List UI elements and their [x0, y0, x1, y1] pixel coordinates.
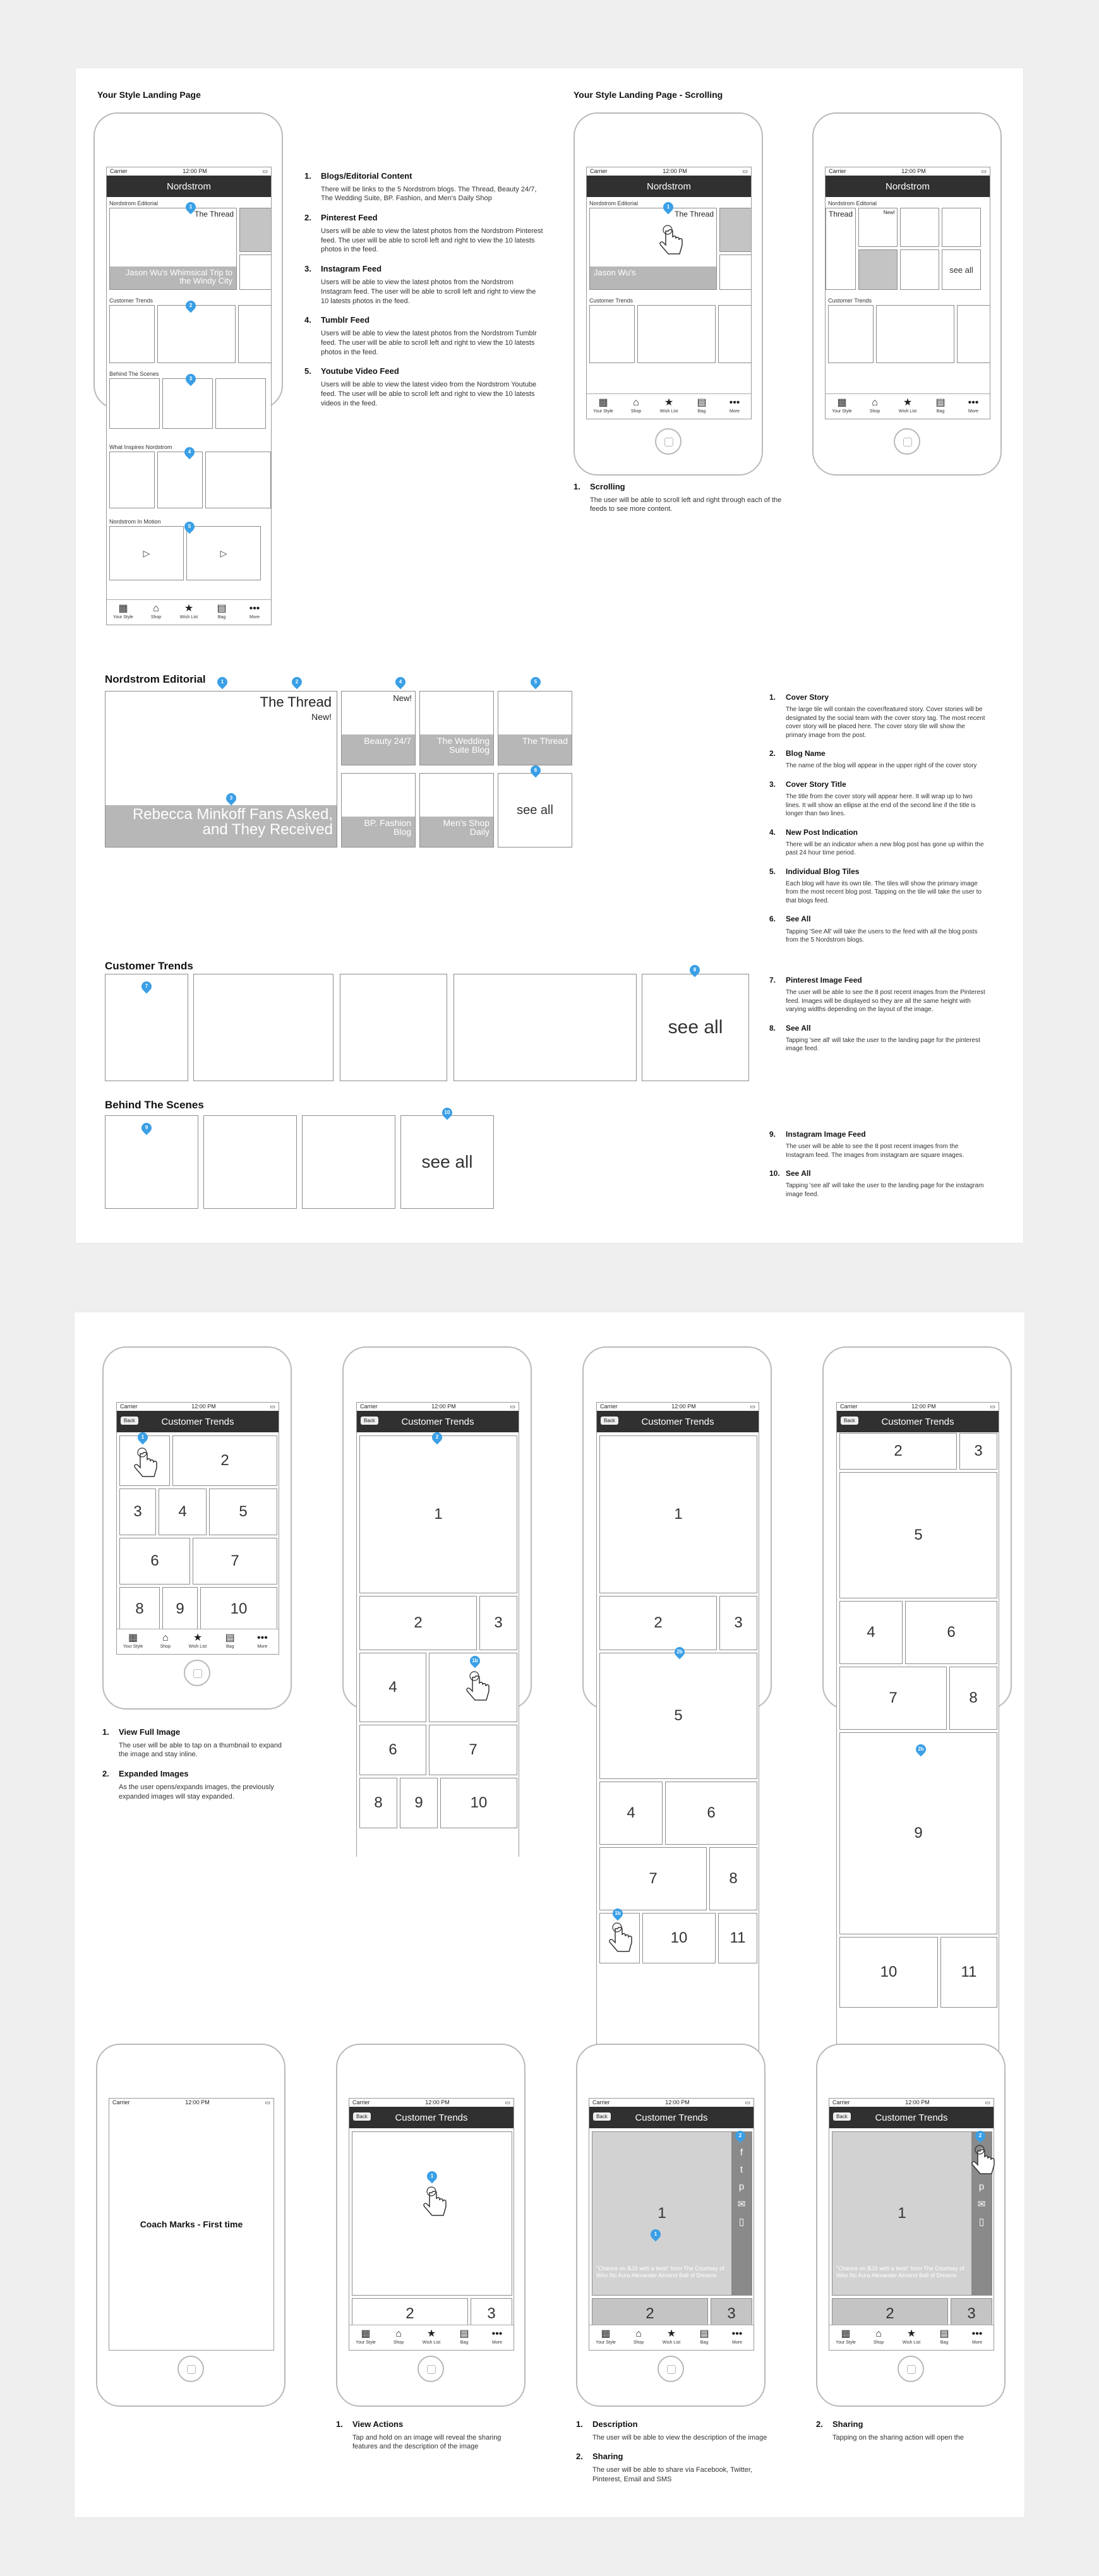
- grid-tile-10[interactable]: 10: [642, 1913, 716, 1963]
- navbar: Back Customer Trends: [357, 1411, 519, 1432]
- tumblr-tile[interactable]: [205, 452, 271, 508]
- grid-tile-5[interactable]: 5: [209, 1489, 277, 1535]
- bts-tile[interactable]: [215, 378, 266, 429]
- trends-title: Customer Trends: [105, 960, 193, 972]
- bts-tile[interactable]: [302, 1115, 395, 1209]
- more-icon: •••: [257, 1632, 268, 1643]
- trend-tile[interactable]: [193, 974, 333, 1081]
- notes-bts: 9. Instagram Image Feed The user will be able to see the 8 post recent images from the Instagram feed. The images from instagram are square images. 10. See All Tapping 'see all' will take the user to the landing page for the instagram image feed.: [769, 1130, 984, 1198]
- navbar: Back Customer Trends: [589, 2107, 754, 2128]
- trend-tile[interactable]: [876, 305, 954, 363]
- grid-tile-2[interactable]: 2: [832, 2298, 948, 2330]
- editorial-title: Nordstrom Editorial: [105, 673, 206, 685]
- annotation-pin: 2: [184, 299, 198, 313]
- more-icon: •••: [731, 2328, 743, 2339]
- grid-tile-2[interactable]: 2: [839, 1433, 957, 1470]
- board-customer-trends: [75, 1312, 1024, 2517]
- pinterest-icon[interactable]: p: [978, 2181, 985, 2192]
- hanger-icon: ⌂: [162, 1632, 169, 1643]
- navbar: Back Customer Trends: [117, 1411, 279, 1432]
- grid-tile-3[interactable]: 3: [711, 2298, 752, 2330]
- grid-tile-9[interactable]: 9: [839, 1732, 997, 1934]
- editorial-cover-tile[interactable]: Thread: [826, 208, 856, 290]
- annotation-pin: 2b: [914, 1742, 928, 1757]
- editorial-cover-tile[interactable]: The Thread Jason Wu's Whimsical Trip to the Windy City: [109, 208, 237, 290]
- grid-tile-9[interactable]: 9: [162, 1587, 198, 1631]
- annotation-pin: 3: [224, 791, 239, 806]
- bts-tile[interactable]: [109, 378, 160, 429]
- bag-icon: ▤: [697, 397, 707, 408]
- editorial-blog-tile[interactable]: [900, 249, 939, 290]
- grid-tile-10[interactable]: 10: [200, 1587, 277, 1631]
- home-button[interactable]: [898, 2356, 924, 2382]
- sms-icon[interactable]: ▯: [738, 2217, 745, 2227]
- time-label: 12:00 PM: [183, 168, 207, 174]
- grid-tile-6[interactable]: 6: [665, 1782, 757, 1845]
- note-sharing: 2. Sharing Tapping on the sharing action will open the: [816, 2419, 964, 2441]
- grid-tile-5[interactable]: 5: [839, 1472, 997, 1598]
- home-button[interactable]: [417, 2356, 444, 2382]
- screen-trends-1: Carrier 12:00 PM ▭ Back Customer Trends 2 3 4 5 6 7 8 9 10 ▦ Your Style ⌂ Shop ★ Wish List ▤ Bag ••• More: [116, 1402, 279, 1655]
- your-style-icon: ▦: [837, 397, 847, 408]
- grid-tile-7[interactable]: 7: [599, 1847, 707, 1910]
- grid-tile-10[interactable]: 10: [839, 1937, 938, 2008]
- annotation-pin: 5: [183, 520, 197, 534]
- screen-sharing: Carrier 12:00 PM ▭ Back Customer Trends 1 "Chance on BJS with a twist" from The Courtney of Who No Aura Alexander Almond Ball of Dreams p ✉ ▯ 2 3 ▦ Your Style ⌂ Shop ★ Wish List ▤ Bag ••• More: [829, 2098, 994, 2351]
- tab-bar: ▦ Your Style ⌂ Shop ★ Wish List ▤ Bag ••• More: [587, 393, 751, 419]
- more-icon: •••: [729, 397, 740, 408]
- more-icon: •••: [971, 2328, 983, 2339]
- grid-tile-7[interactable]: 7: [839, 1667, 947, 1730]
- swipe-hand-icon: [657, 225, 685, 260]
- tap-hand-icon: [969, 2145, 997, 2180]
- screen-coach: Carrier 12:00 PM ▭ Coach Marks - First time: [109, 2098, 274, 2351]
- star-icon: ★: [193, 1632, 203, 1643]
- annotation-pin: 4: [183, 445, 197, 460]
- annotation-pin: 8: [688, 963, 702, 978]
- navbar: Nordstrom: [826, 176, 990, 197]
- share-bar: [731, 2132, 752, 2295]
- blog-tile-beauty[interactable]: New! Beauty 24/7: [341, 691, 416, 765]
- star-icon: ★: [664, 397, 674, 408]
- annotation-pin: 1b: [611, 1907, 625, 1921]
- tap-hand-icon: [606, 1922, 634, 1958]
- annotation-pin: 2: [973, 2129, 988, 2143]
- blog-tile-wedding[interactable]: The Wedding Suite Blog: [419, 691, 494, 765]
- expanded-image[interactable]: 1 "Chance on BJS with a twist" from The Courtney of Who No Aura Alexander Almond Ball of Dreams p ✉ ▯: [832, 2131, 992, 2296]
- annotation-pin: 2b: [673, 1645, 687, 1660]
- tab-bar: [107, 599, 271, 625]
- hanger-icon: ⌂: [875, 2328, 882, 2339]
- email-icon[interactable]: ✉: [977, 2199, 986, 2210]
- trends-see-all[interactable]: see all: [642, 974, 749, 1081]
- annotation-pin: 1: [215, 675, 230, 690]
- your-style-icon: ▦: [128, 1632, 138, 1643]
- grid-tile-11[interactable]: 11: [718, 1913, 757, 1963]
- trend-tile[interactable]: [718, 305, 752, 363]
- grid-tile-5[interactable]: 5: [599, 1653, 757, 1779]
- navbar: Back Customer Trends: [597, 1411, 759, 1432]
- coach-marks-label: Coach Marks - First time: [140, 2219, 243, 2229]
- bag-icon: ▤: [225, 1632, 235, 1643]
- tab-bag[interactable]: ▤ Bag: [205, 600, 238, 625]
- editorial-blog-tile[interactable]: [719, 208, 752, 252]
- trend-tile[interactable]: [957, 305, 990, 363]
- video-tile[interactable]: ▷: [109, 526, 184, 580]
- section-motion-label: Nordstrom In Motion: [109, 518, 161, 525]
- editorial-blog-tile[interactable]: [719, 255, 752, 290]
- tab-your-style[interactable]: ▦ Your Style: [107, 600, 140, 625]
- navbar: Back Customer Trends: [837, 1411, 999, 1432]
- grid-tile-8[interactable]: 8: [359, 1778, 397, 1828]
- note-view-actions: 1. View Actions Tap and hold on an image will reveal the sharing features and the description of the image: [336, 2419, 501, 2451]
- editorial-blog-tile[interactable]: [900, 208, 939, 247]
- section-inspires-label: What Inspires Nordstrom: [109, 444, 172, 450]
- annotation-pin: 2: [733, 2129, 748, 2143]
- hanger-icon: ⌂: [633, 397, 639, 408]
- editorial-cover-tile[interactable]: The Thread Jason Wu's: [589, 208, 717, 290]
- trend-tile[interactable]: [109, 305, 155, 363]
- bag-icon: ▤: [699, 2328, 709, 2339]
- bts-tile[interactable]: [162, 378, 213, 429]
- grid-tile-1[interactable]: 1: [359, 1435, 517, 1593]
- carrier-label: Carrier: [110, 168, 128, 174]
- home-button[interactable]: [655, 428, 682, 455]
- notes-trends: 7. Pinterest Image Feed The user will be able to see the 8 post recent images from the Pinterest feed. Images will be displayed so they are all the same height with varying widths depending on the layout of the image. 8. See All Tapping 'see all' will take the user to the landing page for the pinterest image feed.: [769, 976, 985, 1053]
- section-bts-label: Behind The Scenes: [109, 371, 159, 377]
- grid-tile-11[interactable]: 11: [940, 1937, 997, 2008]
- blog-tile-thread[interactable]: The Thread: [498, 691, 572, 765]
- board-landing: [76, 68, 1023, 1243]
- star-icon: ★: [903, 397, 913, 408]
- title-scrolling: Your Style Landing Page - Scrolling: [574, 90, 723, 100]
- hanger-icon: ⌂: [395, 2328, 402, 2339]
- screen-view-actions: Carrier 12:00 PM ▭ Back Customer Trends 2 3 ▦ Your Style ⌂ Shop ★ Wish List ▤ Bag ••• More: [349, 2098, 514, 2351]
- screen-trends-2: Carrier 12:00 PM ▭ Back Customer Trends 1 2 3 4 6 7 8 9 10: [356, 1402, 519, 1857]
- tab-wish-list[interactable]: ★ Wish List: [172, 600, 205, 625]
- see-all-tile[interactable]: see all: [942, 249, 981, 290]
- grid-tile-3[interactable]: 3: [719, 1596, 757, 1650]
- editorial-blog-tile[interactable]: [858, 249, 898, 290]
- annotation-pin: 1: [649, 2227, 663, 2242]
- grid-tile-6[interactable]: 6: [905, 1601, 997, 1664]
- annotation-pin: 10: [440, 1106, 455, 1120]
- home-button[interactable]: [184, 1660, 210, 1686]
- image-description: "Chance on BJS with a twist" from The Courtney of Who No Aura Alexander Almond Ball of Dreams: [596, 2265, 724, 2279]
- tab-shop[interactable]: ⌂ Shop: [140, 600, 172, 625]
- trend-tile[interactable]: [589, 305, 635, 363]
- grid-tile-4[interactable]: 4: [359, 1653, 426, 1722]
- tab-bar: ▦ Your Style ⌂ Shop ★ Wish List ▤ Bag ••• More: [829, 2325, 994, 2350]
- notes-description: 1. Description The user will be able to view the description of the image 2. Sharing The user will be able to share via Facebook, Twitter, Pinterest, Email and SMS: [576, 2419, 767, 2483]
- tumblr-tile[interactable]: [157, 452, 203, 508]
- grid-tile-6[interactable]: 6: [119, 1538, 190, 1585]
- grid-tile-3[interactable]: 3: [479, 1596, 517, 1650]
- note-scrolling: 1. Scrolling The user will be able to scroll left and right through each of the feeds to see more content.: [574, 482, 782, 513]
- notes-expand: 1. View Full Image The user will be able to tap on a thumbnail to expand the image and stay inline. 2. Expanded Images As the user opens/expands images, the previously expanded images will stay expanded.: [102, 1727, 282, 1800]
- bag-icon: ▤: [459, 2328, 469, 2339]
- grid-tile-2[interactable]: 2: [352, 2298, 468, 2330]
- home-button[interactable]: [177, 2356, 204, 2382]
- section-trends-label: Customer Trends: [109, 297, 153, 304]
- editorial-blog-tile[interactable]: [942, 208, 981, 247]
- notes-editorial: 1. Cover Story The large tile will contain the cover/featured story. Cover stories will be designated by the social team with the cover story tag. The most recent cover story will be placed here. The cover story tile will show the primary image from the post. 2. Blog Name The name of the blog will appear in the upper right of the cover story 3. Cover Story Title The title from the cover story will appear here. It will wrap up to two lines. It will show an ellipse at the end of the second line if the title is longer than two lines. 4. New Post Indication There will be an indicator when a new blog post has gone up within the past 24 hour time period. 5. Individual Blog Tiles Each blog will have its own tile. The tiles will show the primary image from the most recent blog post. Tapping on the tile will take the user to that blogs feed. 6. See All Tapping 'See All' will take the users to the feed with all the blog posts from the 5 Nordstrom blogs.: [769, 693, 985, 944]
- annotation-pin: 6: [529, 764, 543, 778]
- your-style-icon: ▦: [361, 2328, 371, 2339]
- star-icon: ★: [184, 603, 194, 614]
- annotation-pin: 7: [140, 979, 154, 994]
- grid-tile-1[interactable]: 1: [599, 1435, 757, 1593]
- grid-tile-7[interactable]: 7: [429, 1725, 517, 1775]
- annotation-pin: 1b: [468, 1654, 483, 1668]
- trend-tile[interactable]: [340, 974, 447, 1081]
- grid-tile-8[interactable]: 8: [709, 1847, 757, 1910]
- bts-tile[interactable]: [203, 1115, 297, 1209]
- trend-tile[interactable]: [453, 974, 637, 1081]
- annotation-pin: 4: [393, 675, 408, 690]
- annotation-pin: 2: [290, 675, 304, 690]
- navbar: [107, 176, 271, 197]
- bag-icon: ▤: [939, 2328, 949, 2339]
- annotation-pin: 2: [430, 1430, 445, 1445]
- annotation-pin: 1: [184, 200, 198, 215]
- screen-description: Carrier 12:00 PM ▭ Back Customer Trends 1 "Chance on BJS with a twist" from The Courtney of Who No Aura Alexander Almond Ball of Dreams f t p ✉ ▯ 2 3 ▦ Your Style ⌂ Shop ★ Wish List ▤ Bag ••• More: [589, 2098, 754, 2351]
- tap-hold-hand-icon: [421, 2186, 448, 2222]
- your-style-icon: ▦: [841, 2328, 851, 2339]
- grid-tile-8[interactable]: 8: [949, 1667, 997, 1730]
- navbar: Back Customer Trends: [349, 2107, 513, 2128]
- editorial-blog-tile[interactable]: New!: [858, 208, 898, 247]
- your-style-icon: ▦: [118, 603, 128, 614]
- tab-more[interactable]: ••• More: [238, 600, 271, 625]
- brand-title: Nordstrom: [166, 181, 211, 192]
- bts-see-all[interactable]: see all: [400, 1115, 494, 1209]
- annotation-pin: 5: [529, 675, 543, 690]
- star-icon: ★: [906, 2328, 916, 2339]
- your-style-icon: ▦: [601, 2328, 611, 2339]
- blog-tile-bp[interactable]: BP. Fashion Blog: [341, 773, 416, 848]
- facebook-icon[interactable]: f: [740, 2147, 743, 2158]
- blog-tile-mens[interactable]: Men's Shop Daily: [419, 773, 494, 848]
- more-icon: •••: [491, 2328, 503, 2339]
- annotation-pin: 1: [425, 2169, 440, 2184]
- grid-tile-8[interactable]: 8: [119, 1587, 160, 1631]
- bag-icon: ▤: [217, 603, 227, 614]
- image-description: "Chance on BJS with a twist" from The Courtney of Who No Aura Alexander Almond Ball of Dreams: [836, 2265, 964, 2279]
- grid-tile-10[interactable]: 10: [440, 1778, 517, 1828]
- trend-tile[interactable]: [238, 305, 272, 363]
- trend-tile[interactable]: [637, 305, 716, 363]
- tap-hand-icon: [464, 1671, 491, 1706]
- expanded-image[interactable]: 1 "Chance on BJS with a twist" from The Courtney of Who No Aura Alexander Almond Ball of Dreams f t p ✉ ▯: [592, 2131, 752, 2296]
- tumblr-tile[interactable]: [109, 452, 155, 508]
- screen-scrolling-1: Carrier 12:00 PM ▭ Nordstrom Nordstrom Editorial The Thread Jason Wu's Customer Trends ▦ Your Style ⌂ Shop ★ Wish List ▤ Bag ••• More: [586, 167, 752, 419]
- tab-bar: ▦ Your Style ⌂ Shop ★ Wish List ▤ Bag ••• More: [349, 2325, 513, 2350]
- grid-tile-3[interactable]: 3: [951, 2298, 992, 2330]
- back-button[interactable]: Back: [121, 1417, 138, 1425]
- grid-tile-2[interactable]: 2: [359, 1596, 477, 1650]
- grid-tile-4[interactable]: 4: [599, 1782, 663, 1845]
- title-landing: Your Style Landing Page: [97, 90, 201, 100]
- bag-icon: ▤: [935, 397, 946, 408]
- video-tile[interactable]: ▷: [186, 526, 261, 580]
- screen-landing: Carrier 12:00 PM ▭ Nordstrom Nordstrom Editorial The Thread Jason Wu's Whimsical Trip to the Windy City Customer Trends Behind The Scenes What Inspires Nordstrom Nordstrom In Motion ▷ ▷ ▦ Your Style ⌂ Shop ★ Wish List ▤ Bag ••• More: [106, 167, 272, 625]
- grid-tile-4[interactable]: 4: [839, 1601, 903, 1664]
- tab-bar: ▦ Your Style ⌂ Shop ★ Wish List ▤ Bag ••• More: [117, 1629, 279, 1654]
- tab-bar: ▦ Your Style ⌂ Shop ★ Wish List ▤ Bag ••• More: [589, 2325, 754, 2350]
- grid-tile-4[interactable]: 4: [159, 1489, 207, 1535]
- grid-tile-3[interactable]: 3: [471, 2298, 512, 2330]
- trend-tile[interactable]: [157, 305, 236, 363]
- hanger-icon: ⌂: [872, 397, 878, 408]
- editorial-blog-tile[interactable]: [239, 208, 272, 252]
- screen-trends-4: Carrier 12:00 PM ▭ Back Customer Trends 2 3 5 4 6 7 8 9 10 11: [836, 1402, 999, 2059]
- grid-tile-3[interactable]: 3: [959, 1433, 997, 1470]
- section-editorial-label: Nordstrom Editorial: [109, 200, 159, 207]
- your-style-icon: ▦: [598, 397, 608, 408]
- home-button[interactable]: [894, 428, 920, 455]
- see-all-blogs[interactable]: see all: [498, 773, 572, 848]
- grid-tile-3[interactable]: 3: [119, 1489, 156, 1535]
- star-icon: ★: [426, 2328, 436, 2339]
- pinterest-icon[interactable]: p: [738, 2181, 745, 2192]
- cover-caption: Rebecca Minkoff Fans Asked, and They Received: [105, 805, 337, 847]
- hanger-icon: ⌂: [635, 2328, 642, 2339]
- screen-trends-3: Carrier 12:00 PM ▭ Back Customer Trends 1 2 3 5 4 6 7 8 10 11: [596, 1402, 759, 2059]
- editorial-cover-large[interactable]: [105, 691, 337, 848]
- grid-tile-9[interactable]: 9: [400, 1778, 438, 1828]
- home-button[interactable]: [658, 2356, 684, 2382]
- grid-tile-2[interactable]: 2: [599, 1596, 717, 1650]
- tap-hand-icon: [131, 1447, 159, 1483]
- annotation-pin: 1: [136, 1430, 150, 1445]
- editorial-blog-tile[interactable]: [239, 255, 272, 290]
- twitter-icon[interactable]: t: [740, 2164, 743, 2175]
- notes-landing: 1. Blogs/Editorial Content There will be links to the 5 Nordstrom blogs. The Thread, Beauty 24/7, The Wedding Suite, BP. Fashion, and Men's Daily Shop 2. Pinterest Feed Users will be able to view the latest photos from the Nordstrom Pinterest feed. The user will be able to scroll left and right to view the 10 latests photos in the feed. 3. Instagram Feed Users will be able to view the latest photos from the Nordstrom Instagram feed. The user will be able to scroll left and right to view the 10 latests photos in the feed. 4. Tumblr Feed Users will be able to view the latest photos from the Nordstrom Tumblr feed. The user will be able to scroll left and right to view the 10 latests photos in the feed. 5. Youtube Video Feed Users will be able to view the latest video from the Nordstrom Youtube feed. The user will be able to scroll left and right to view the 10 latests videos in the feed.: [304, 171, 543, 407]
- email-icon[interactable]: ✉: [737, 2199, 746, 2210]
- grid-tile-2[interactable]: 2: [592, 2298, 708, 2330]
- sms-icon[interactable]: ▯: [978, 2217, 985, 2227]
- navbar: Back Customer Trends: [829, 2107, 994, 2128]
- cover-blog-name: The Thread: [260, 694, 332, 710]
- annotation-pin: 9: [140, 1121, 154, 1135]
- bts-title: Behind The Scenes: [105, 1099, 204, 1111]
- trend-tile[interactable]: [828, 305, 874, 363]
- navbar: Nordstrom: [587, 176, 751, 197]
- grid-tile-2[interactable]: 2: [172, 1435, 277, 1486]
- grid-tile-7[interactable]: 7: [193, 1538, 277, 1585]
- screen-scrolling-2: Carrier 12:00 PM ▭ Nordstrom Nordstrom Editorial Thread New! see all Customer Trends ▦ Your Style ⌂ Shop ★ Wish List ▤ Bag ••• More: [825, 167, 990, 419]
- more-icon: •••: [249, 603, 260, 614]
- annotation-pin: 1: [661, 200, 676, 215]
- annotation-pin: 3: [184, 372, 198, 386]
- hanger-icon: ⌂: [153, 603, 159, 614]
- cover-new-badge: New!: [311, 712, 332, 722]
- tab-bar: ▦ Your Style ⌂ Shop ★ Wish List ▤ Bag ••• More: [826, 393, 990, 419]
- star-icon: ★: [666, 2328, 676, 2339]
- grid-tile-6[interactable]: 6: [359, 1725, 426, 1775]
- more-icon: •••: [968, 397, 979, 408]
